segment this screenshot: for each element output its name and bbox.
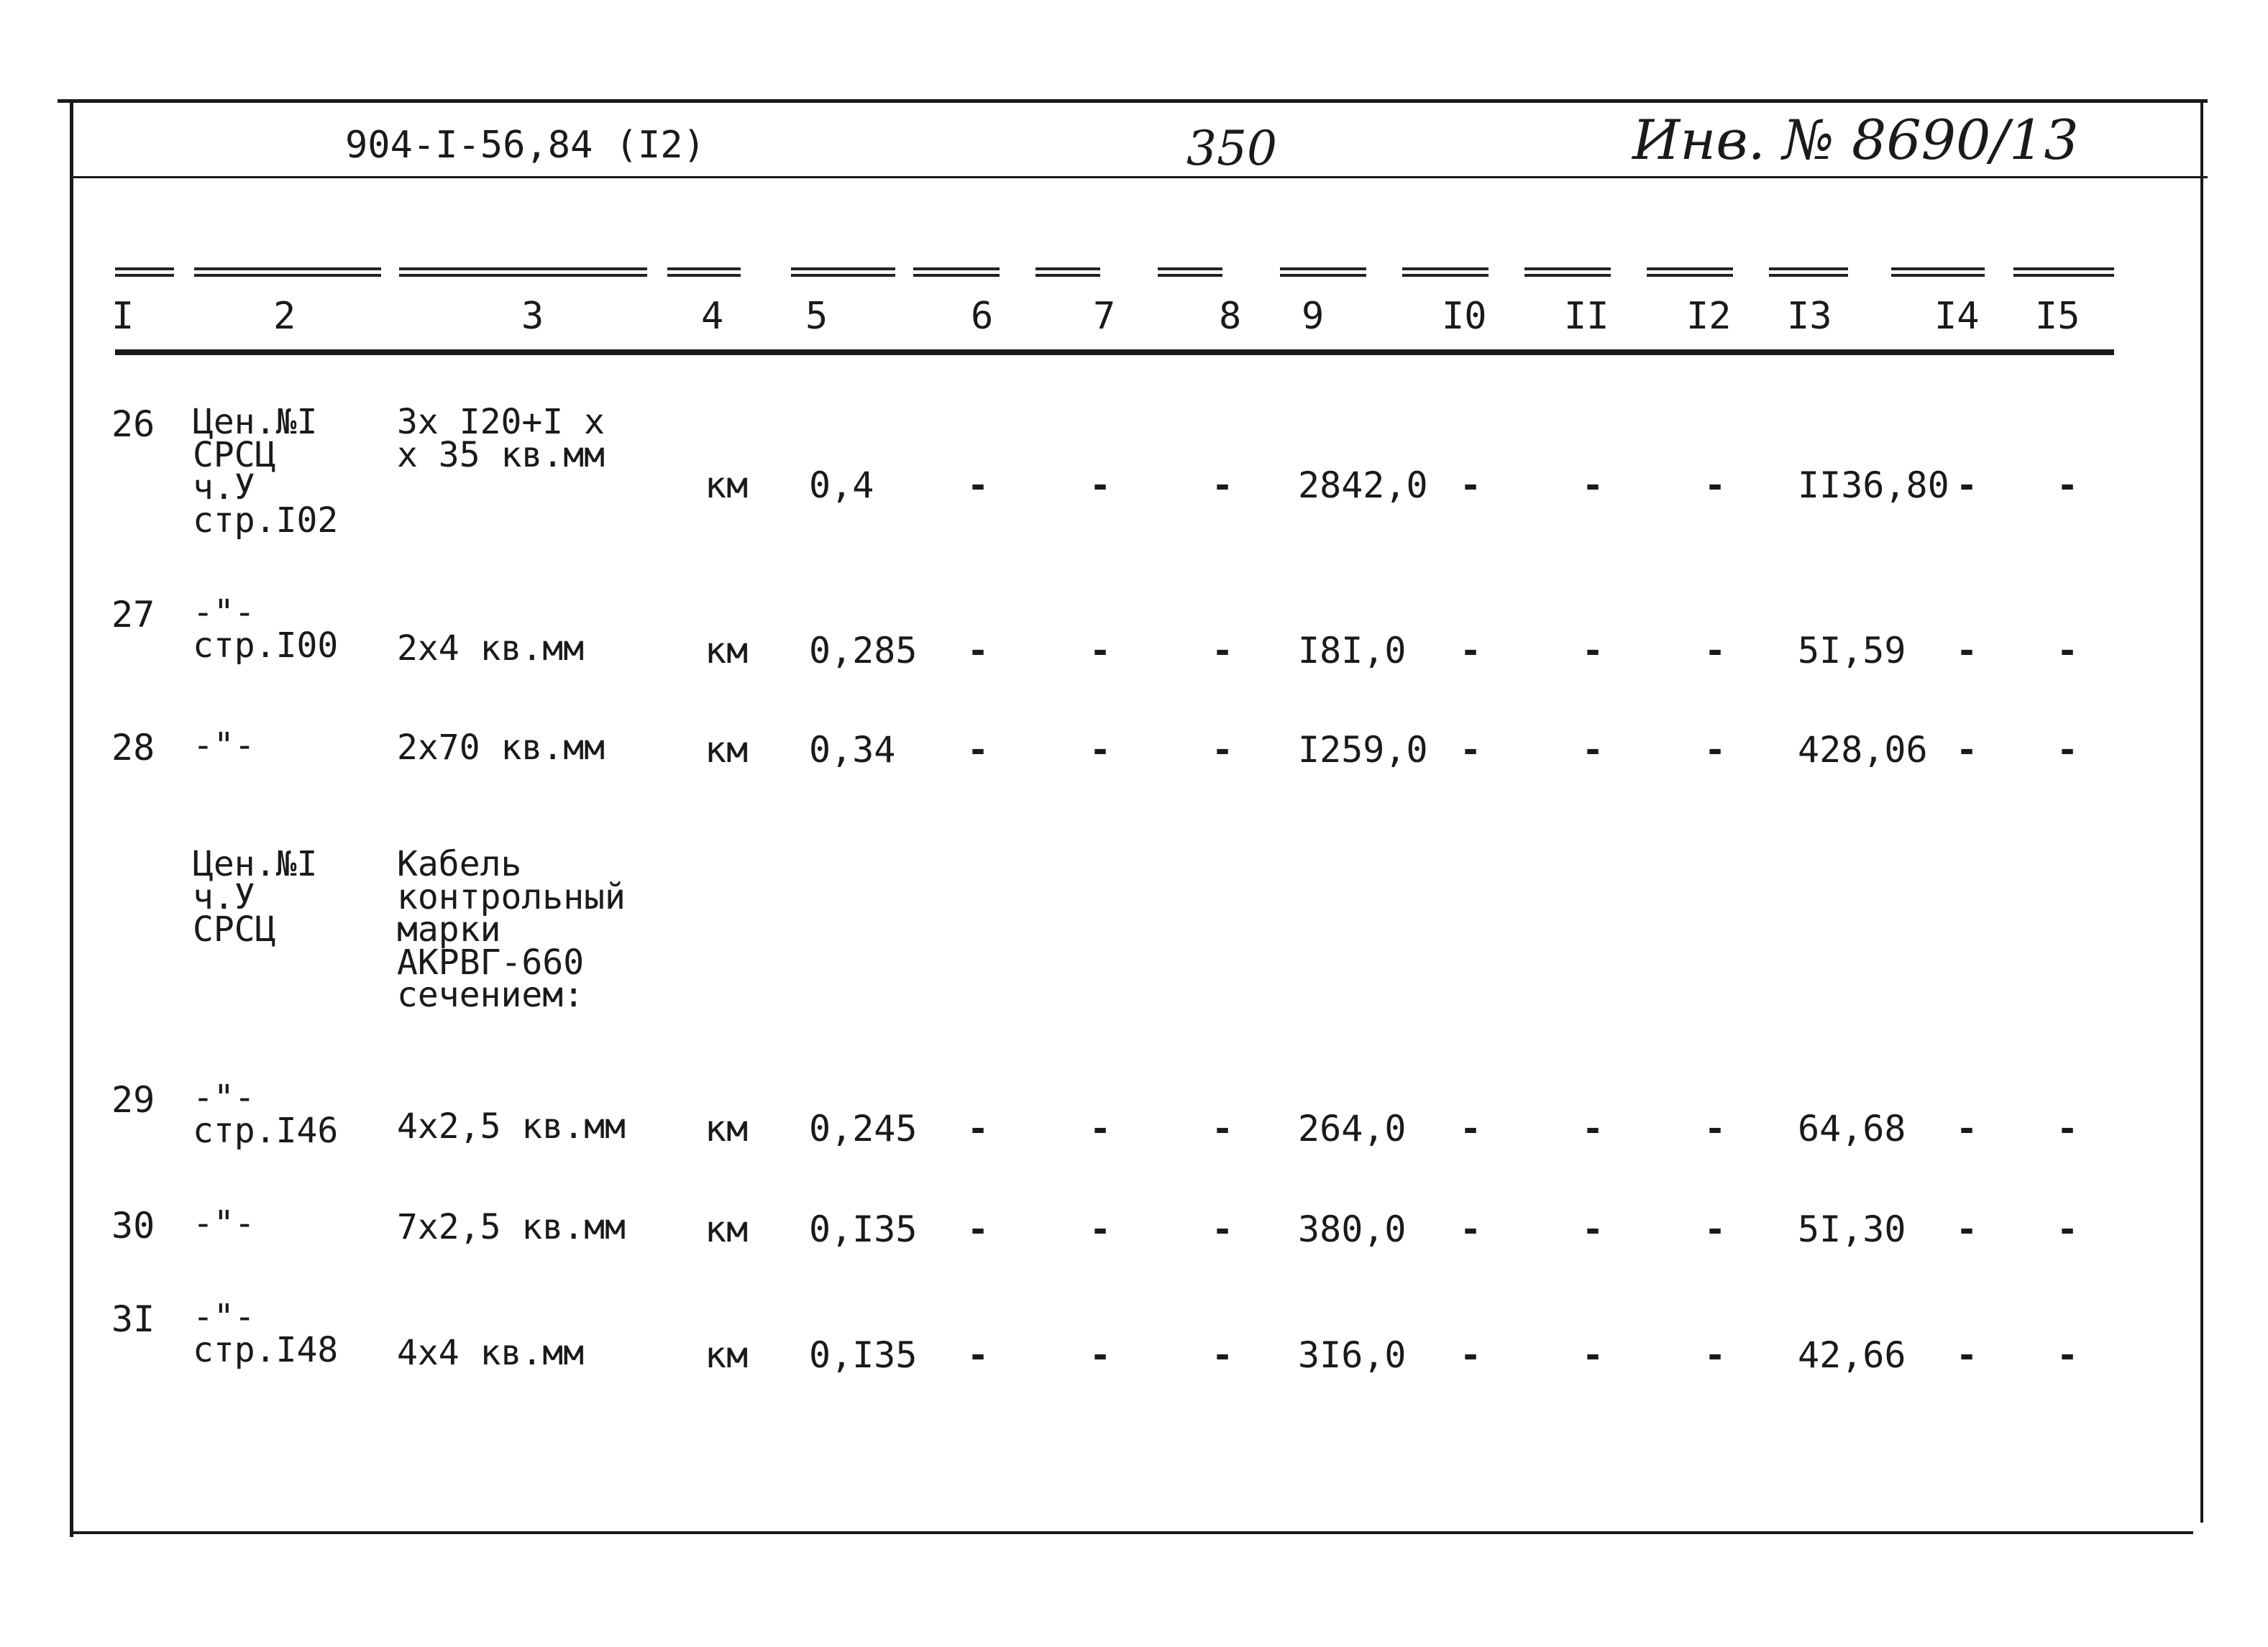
sheet-number: 350: [1186, 121, 1277, 176]
row-empty-dash-c11: -: [1582, 729, 1604, 771]
row-specification: 4х4 кв.мм: [397, 1333, 585, 1373]
column-number: I5: [2035, 295, 2080, 338]
row-empty-dash-c10: -: [1460, 1334, 1482, 1376]
row-empty-dash-c6: -: [967, 630, 989, 671]
row-empty-dash-c11: -: [1582, 1208, 1604, 1250]
column-number: II: [1564, 295, 1609, 338]
column-number: I3: [1787, 295, 1832, 338]
column-number: I0: [1442, 295, 1487, 338]
row-empty-dash-c14: -: [1956, 729, 1978, 771]
row-unit-price: 264,0: [1298, 1108, 1407, 1150]
row-unit: км: [705, 630, 749, 671]
row-empty-dash-c6: -: [967, 464, 989, 506]
column-separator-dash: [2013, 267, 2114, 277]
row-empty-dash-c11: -: [1582, 630, 1604, 671]
row-quantity: 0,4: [809, 464, 874, 506]
row-empty-dash-c14: -: [1956, 630, 1978, 671]
frame-bottom-line: [72, 1531, 2193, 1534]
row-empty-dash-c10: -: [1460, 630, 1482, 671]
row-unit-price: 2842,0: [1298, 464, 1428, 506]
column-separator-dash: [399, 267, 647, 277]
row-total-cost: 5I,59: [1798, 630, 1906, 671]
row-source-reference: Цен.№I СРСЦ ч.У стр.I02: [193, 402, 339, 541]
row-empty-dash-c11: -: [1582, 1108, 1604, 1150]
row-total-cost: 42,66: [1798, 1334, 1906, 1376]
row-number: 29: [111, 1079, 155, 1121]
row-source-reference: -"- стр.I00: [193, 592, 339, 666]
row-unit: км: [705, 1208, 749, 1250]
row-empty-dash-c10: -: [1460, 464, 1482, 506]
row-total-cost: 428,06: [1798, 729, 1928, 771]
row-empty-dash-c12: -: [1704, 464, 1727, 506]
column-separator-dash: [1035, 267, 1100, 277]
column-separator-dash: [913, 267, 1000, 277]
row-source-reference: Цен.№I ч.У СРСЦ: [193, 844, 318, 950]
row-quantity: 0,245: [809, 1108, 918, 1150]
row-specification: Кабель контрольный марки АКРВГ-660 сечением:: [397, 844, 626, 1016]
row-empty-dash-c14: -: [1956, 1108, 1978, 1150]
column-number: 3: [521, 295, 544, 338]
row-specification: 7х2,5 кв.мм: [397, 1207, 626, 1247]
row-empty-dash-c14: -: [1956, 1208, 1978, 1250]
row-empty-dash-c6: -: [967, 729, 989, 771]
row-empty-dash-c15: -: [2057, 729, 2079, 771]
row-specification: 4х2,5 кв.мм: [397, 1106, 626, 1147]
row-empty-dash-c11: -: [1582, 464, 1604, 506]
column-number: I: [111, 295, 134, 338]
row-empty-dash-c6: -: [967, 1334, 989, 1376]
column-number: I2: [1686, 295, 1732, 338]
inventory-number: Инв. № 8690/13: [1632, 108, 2079, 172]
row-empty-dash-c8: -: [1212, 1334, 1234, 1376]
header-rule: [72, 176, 2208, 178]
column-separator-dash: [1402, 267, 1489, 277]
row-empty-dash-c15: -: [2057, 1334, 2079, 1376]
row-specification: 2х4 кв.мм: [397, 628, 585, 669]
row-source-reference: -"-: [193, 1203, 255, 1244]
row-number: 26: [111, 403, 155, 445]
row-total-cost: 64,68: [1798, 1108, 1906, 1150]
row-empty-dash-c6: -: [967, 1108, 989, 1150]
row-empty-dash-c14: -: [1956, 1334, 1978, 1376]
column-number: 4: [701, 295, 724, 338]
row-empty-dash-c15: -: [2057, 1208, 2079, 1250]
column-separator-dash: [194, 267, 381, 277]
frame-right-line: [2200, 99, 2203, 1523]
row-total-cost: 5I,30: [1798, 1208, 1906, 1250]
row-source-reference: -"- стр.I48: [193, 1297, 339, 1370]
column-number: 8: [1219, 295, 1242, 338]
column-separator-dash: [1891, 267, 1985, 277]
row-quantity: 0,I35: [809, 1334, 918, 1376]
row-unit: км: [705, 729, 749, 771]
frame-top-line: [58, 99, 2208, 103]
row-unit: км: [705, 464, 749, 506]
column-separator-dash: [1647, 267, 1733, 277]
row-quantity: 0,285: [809, 630, 918, 671]
row-empty-dash-c7: -: [1089, 464, 1112, 506]
row-empty-dash-c8: -: [1212, 729, 1234, 771]
row-specification: 2х70 кв.мм: [397, 728, 605, 768]
row-empty-dash-c11: -: [1582, 1334, 1604, 1376]
column-number: 5: [805, 295, 828, 338]
column-separator-dash: [791, 267, 895, 277]
row-empty-dash-c15: -: [2057, 1108, 2079, 1150]
row-empty-dash-c12: -: [1704, 1208, 1727, 1250]
row-quantity: 0,I35: [809, 1208, 918, 1250]
column-number: 7: [1093, 295, 1116, 338]
row-empty-dash-c12: -: [1704, 1108, 1727, 1150]
row-unit-price: 3I6,0: [1298, 1334, 1407, 1376]
row-source-reference: -"-: [193, 725, 255, 766]
row-empty-dash-c10: -: [1460, 729, 1482, 771]
row-number: 3I: [111, 1298, 155, 1340]
row-empty-dash-c8: -: [1212, 1208, 1234, 1250]
row-unit: км: [705, 1334, 749, 1376]
column-number: 2: [273, 295, 296, 338]
row-unit-price: I8I,0: [1298, 630, 1407, 671]
row-empty-dash-c7: -: [1089, 729, 1112, 771]
row-empty-dash-c7: -: [1089, 1108, 1112, 1150]
row-empty-dash-c6: -: [967, 1208, 989, 1250]
row-empty-dash-c7: -: [1089, 1334, 1112, 1376]
row-empty-dash-c10: -: [1460, 1208, 1482, 1250]
row-empty-dash-c12: -: [1704, 630, 1727, 671]
row-empty-dash-c12: -: [1704, 1334, 1727, 1376]
row-empty-dash-c15: -: [2057, 464, 2079, 506]
column-separator-dash: [115, 267, 174, 277]
row-empty-dash-c10: -: [1460, 1108, 1482, 1150]
column-header-rule: [115, 349, 2114, 355]
row-empty-dash-c8: -: [1212, 630, 1234, 671]
column-separator-dash: [1280, 267, 1366, 277]
row-total-cost: II36,80: [1798, 464, 1949, 506]
row-specification: 3х I20+I х х 35 кв.мм: [397, 402, 605, 475]
column-separator-dash: [1769, 267, 1848, 277]
row-empty-dash-c8: -: [1212, 464, 1234, 506]
row-empty-dash-c12: -: [1704, 729, 1727, 771]
row-quantity: 0,34: [809, 729, 896, 771]
column-separator-dash: [667, 267, 741, 277]
row-unit-price: I259,0: [1298, 729, 1428, 771]
column-separator-dash: [1524, 267, 1611, 277]
row-empty-dash-c8: -: [1212, 1108, 1234, 1150]
row-empty-dash-c15: -: [2057, 630, 2079, 671]
column-number: 9: [1302, 295, 1325, 338]
row-unit: км: [705, 1108, 749, 1150]
column-separator-dash: [1158, 267, 1222, 277]
document-code: 904-I-56,84 (I2): [345, 124, 705, 167]
column-number: 6: [971, 295, 994, 338]
row-number: 28: [111, 727, 155, 769]
row-number: 30: [111, 1205, 155, 1247]
row-empty-dash-c14: -: [1956, 464, 1978, 506]
column-number: I4: [1934, 295, 1980, 338]
row-empty-dash-c7: -: [1089, 1208, 1112, 1250]
row-unit-price: 380,0: [1298, 1208, 1407, 1250]
row-number: 27: [111, 594, 155, 636]
row-source-reference: -"- стр.I46: [193, 1078, 339, 1151]
frame-left-line: [70, 99, 73, 1537]
row-empty-dash-c7: -: [1089, 630, 1112, 671]
